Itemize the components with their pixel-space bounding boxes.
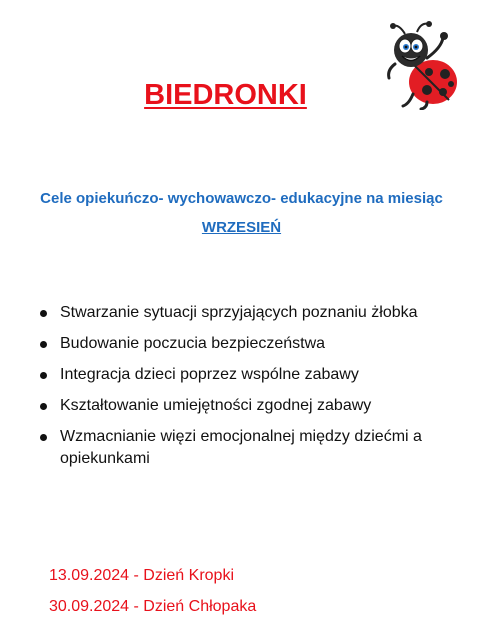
events-list [49,565,256,627]
bullet-dot-icon [40,341,47,348]
goal-item [40,333,460,355]
goal-text: Budowanie poczucia bezpieczeństwa [60,335,326,352]
goal-text: Stwarzanie sytuacji sprzyjających poznaniu żłobka [60,304,418,321]
bullet-dot-icon [40,403,47,410]
bullet-dot-icon [40,434,47,441]
event-item: 30.09.2024 - Dzień Chłopaka [49,598,257,615]
ladybug-icon [383,20,463,110]
bullet-dot-icon [40,372,47,379]
goal-text: Kształtowanie umiejętności zgodnej zabawy [60,397,372,414]
subtitle: Cele opiekuńczo- wychowawczo- edukacyjne na miesiąc [40,190,443,207]
goal-text: Wzmacnianie więzi emocjonalnej między dziećmi a opiekunkami [60,428,422,467]
goal-item [40,364,460,386]
bullet-dot-icon [40,310,47,317]
goal-item [40,302,460,324]
month-heading: WRZESIEŃ [201,219,282,236]
page-title: BIEDRONKI [144,79,307,111]
goal-item [40,395,460,417]
goals-list [40,302,460,479]
event-item: 13.09.2024 - Dzień Kropki [49,567,234,584]
goal-text: Integracja dzieci poprzez wspólne zabawy [60,366,359,383]
goal-item [40,426,460,470]
